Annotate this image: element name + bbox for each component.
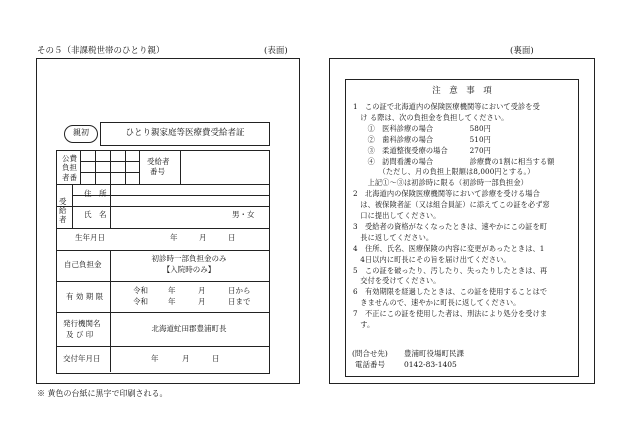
issuer-label-1: 発行機関名 — [63, 319, 101, 328]
note-line: 交付を受けてください。 — [353, 276, 441, 286]
note-line: 長に返してください。 — [353, 232, 434, 242]
gender-field: 男・女 — [232, 210, 255, 219]
valid-to-era: 令和 — [133, 297, 148, 306]
valid-from-year: 年 — [168, 286, 176, 295]
note-line: 3 受給者の資格がなくなったときは、速やかにこの証を町 — [353, 221, 548, 231]
issuer-value: 北海道虻田郡豊浦町長 — [151, 324, 227, 333]
issue-day: 日 — [212, 354, 220, 363]
payer-label-3: 者番 — [62, 173, 77, 182]
stamp-text: 親初 — [73, 128, 89, 137]
valid-from-month: 月 — [198, 286, 206, 295]
recipient-side-label-1: 受 — [59, 197, 67, 206]
recipient-no-label-1: 受給者 — [147, 157, 170, 166]
note-line: は、被保険者証（又は組合員証）に添えてこの証を必ず窓 — [353, 200, 550, 210]
valid-from-era: 令和 — [133, 286, 148, 295]
card-title: ひとり親家庭等医療費受給者証 — [125, 128, 245, 138]
note-line: 5 この証を破ったり、汚したり、失ったりしたときは、再 — [353, 265, 548, 275]
note-line: 上記①～③は初診時に限る（初診時一部負担金） — [353, 178, 528, 188]
note-line: け る際は、次の負担金を負担してください。 — [353, 112, 509, 122]
payer-label-1: 公費 — [62, 154, 77, 163]
note-line: ③ 柔道整復受療の場合 270円 — [353, 145, 491, 155]
note-line: 4日以内に町長にその旨を届け出てください。 — [353, 254, 511, 264]
valid-to-year: 年 — [168, 297, 176, 306]
note-line: す。 — [353, 320, 375, 329]
back-label: (裏面) — [510, 46, 534, 56]
issue-year: 年 — [151, 354, 159, 363]
note-line: 4 住所、氏名、医療保険の内容に変更があったときは、1 — [353, 243, 545, 253]
name-label: 氏 名 — [84, 210, 107, 219]
valid-to-day: 日まで — [228, 297, 251, 306]
valid-to-month: 月 — [198, 297, 206, 306]
phone-value: 0142-83-1405 — [404, 360, 457, 369]
issue-date-label: 交付年月日 — [63, 354, 101, 363]
page-title: その５（非課税世帯のひとり親） — [37, 46, 165, 56]
dob-month: 月 — [199, 233, 207, 242]
note-line: （ただし、月の負担上限額は8,000円とする。） — [353, 167, 535, 177]
notes-title: 注 意 事 項 — [432, 86, 492, 96]
phone-label: 電話番号 — [355, 360, 385, 369]
note-line: 口に提出してください。 — [353, 211, 441, 220]
recipient-no-label-2: 番号 — [150, 167, 165, 176]
issuer-label-2: 及 び 印 — [66, 330, 94, 339]
note-line: 1 この証で北海道内の保険医療機関等において受診を受 — [353, 102, 540, 111]
payer-label-2: 負担 — [62, 163, 77, 172]
copay-line2: 【入院時のみ】 — [162, 265, 216, 274]
note-line: きませんので、速やかに町長に返してください。 — [353, 298, 521, 308]
dob-year: 年 — [170, 233, 178, 242]
note-line: ② 歯科診療の場合 510円 — [353, 134, 491, 144]
note-line: 7 不正にこの証を使用した者は、刑法により処分を受けま — [353, 309, 548, 319]
copay-line1: 初診時一部負担金のみ — [151, 254, 227, 263]
valid-from-day: 日から — [228, 286, 251, 295]
front-label: (表面) — [264, 46, 288, 56]
note-line: ① 医科診療の場合 580円 — [353, 123, 491, 133]
address-label: 住 所 — [84, 189, 107, 198]
valid-label: 有 効 期 限 — [66, 292, 104, 301]
recipient-side-label-2: 給 — [59, 206, 67, 215]
note-line: 6 有効期限を経過したときは、この証を使用することはで — [353, 287, 548, 297]
note-line: ④ 訪問看護の場合 診療費の1割に相当する額 — [353, 156, 555, 166]
contact-label: (問合せ先) — [352, 349, 388, 358]
contact-value: 豊浦町役場町民課 — [404, 349, 464, 358]
dob-day: 日 — [228, 233, 236, 242]
dob-label: 生年月日 — [75, 233, 105, 242]
recipient-side-label-3: 者 — [59, 215, 67, 224]
issue-month: 月 — [182, 354, 190, 363]
note-line: 2 北海道内の保険医療機関等において診療を受ける場合 — [353, 189, 540, 199]
copay-label: 自己負担金 — [64, 260, 102, 269]
footer-note: ※ 黄色の台紙に黒字で印刷される。 — [37, 389, 168, 398]
